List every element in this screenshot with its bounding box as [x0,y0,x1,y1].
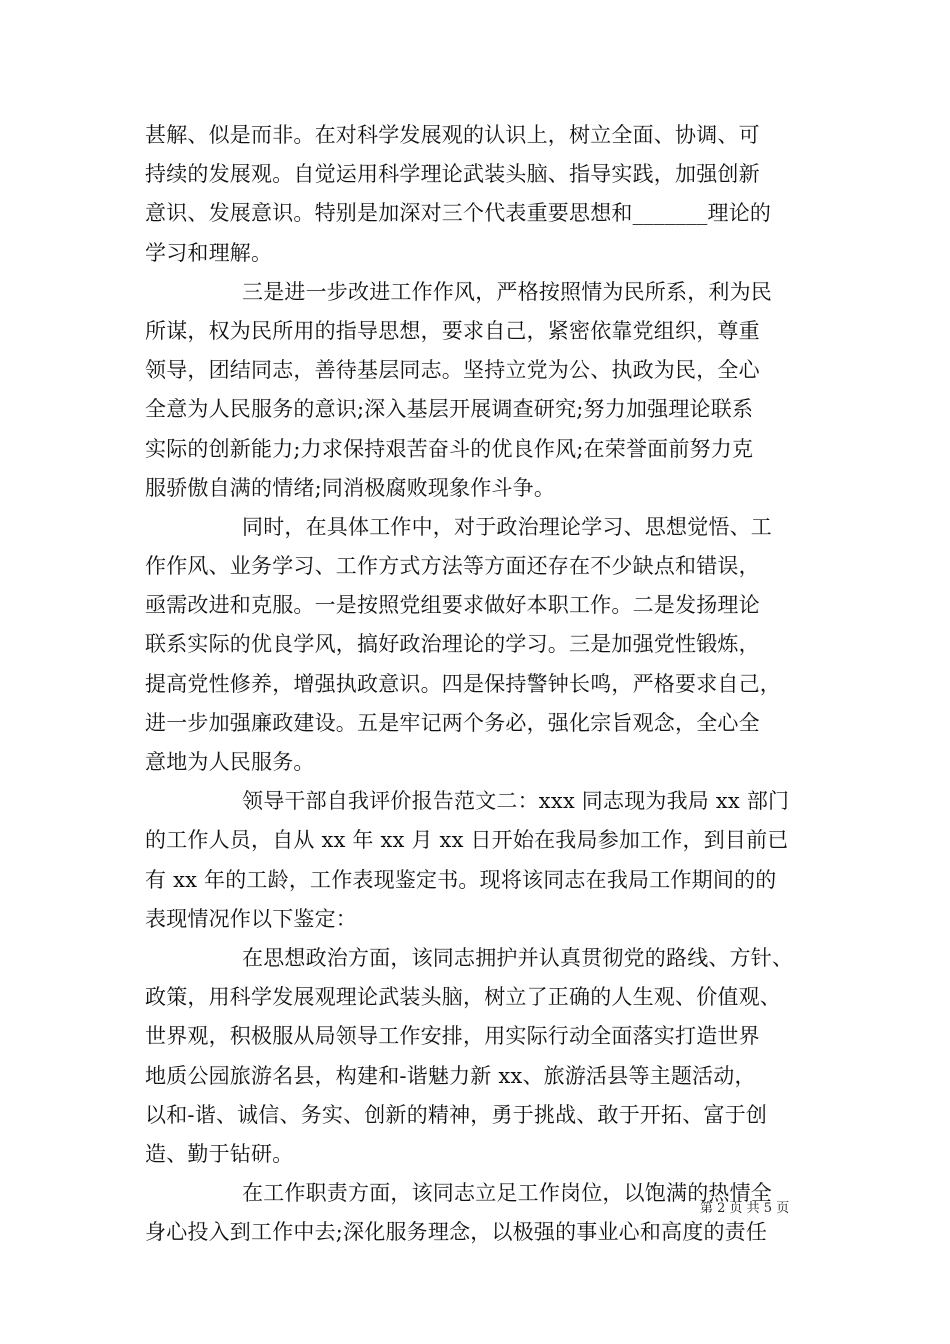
text-line: 作作风、业务学习、工作方式方法等方面还存在不少缺点和错误， [145,554,760,579]
text-line: 意地为人民服务。 [145,750,315,774]
text-line: 亟需改进和克服。一是按照党组要求做好本职工作。二是发扬理论 [145,593,760,618]
text-line: 全意为人民服务的意识;深入基层开展调查研究;努力加强理论联系 [145,397,754,422]
text-line: 世界观，积极服从局领导工作安排，用实际行动全面落实打造世界 [145,1024,760,1049]
text-line: 政策，用科学发展观理论武装头脑，树立了正确的人生观、价值观、 [145,985,781,1010]
text-line: 的工作人员，自从 xx 年 xx 月 xx 日开始在我局参加工作，到目前已 [145,828,789,853]
paragraph-start-line: 三是进一步改进工作作风，严格按照情为民所系，利为民 [242,279,772,304]
text-line: 提高党性修养，增强执政意识。四是保持警钟长鸣，严格要求自己， [145,671,781,696]
paragraph-start-line: 在工作职责方面，该同志立足工作岗位，以饱满的热情全 [242,1181,772,1206]
text-line: 有 xx 年的工龄，工作表现鉴定书。现将该同志在我局工作期间的的 [145,867,777,892]
text-line: 领导，团结同志，善待基层同志。坚持立党为公、执政为民，全心 [145,358,760,383]
text-line: 甚解、似是而非。在对科学发展观的认识上，树立全面、协调、可 [145,123,760,147]
text-line: 意识、发展意识。特别是加深对三个代表重要思想和_______理论的 [145,201,772,226]
paragraph-start-line: 在思想政治方面，该同志拥护并认真贯彻党的路线、方针、 [242,945,794,970]
document-body [145,116,827,1252]
text-line: 进一步加强廉政建设。五是牢记两个务必，强化宗旨观念，全心全 [145,710,760,735]
paragraph-start-line: 同时，在具体工作中，对于政治理论学习、思想觉悟、工 [242,514,772,539]
text-line: 联系实际的优良学风，搞好政治理论的学习。三是加强党性锻炼， [145,632,760,657]
text-line: 学习和理解。 [145,240,273,265]
text-line: 持续的发展观。自觉运用科学理论武装头脑、指导实践，加强创新 [145,162,760,187]
page-number-footer: 第 2 页 共 5 页 [700,1201,790,1216]
text-line: 实际的创新能力;力求保持艰苦奋斗的优良作风;在荣誉面前努力克 [145,436,754,461]
text-line: 表现情况作以下鉴定： [145,906,357,931]
text-line: 地质公园旅游名县，构建和-谐魅力新 xx、旅游活县等主题活动， [145,1063,756,1088]
text-line: 所谋，权为民所用的指导思想，要求自己，紧密依靠党组织，尊重 [145,318,760,343]
text-line: 造、勤于钻研。 [145,1141,294,1166]
text-line: 身心投入到工作中去;深化服务理念，以极强的事业心和高度的责任 [145,1220,768,1245]
text-line: 服骄傲自满的情绪;同消极腐败现象作斗争。 [145,475,556,500]
text-line: 以和-谐、诚信、务实、创新的精神，勇于挑战、敢于开拓、富于创 [145,1102,768,1127]
paragraph-start-line: 领导干部自我评价报告范文二：xxx 同志现为我局 xx 部门 [242,789,790,814]
